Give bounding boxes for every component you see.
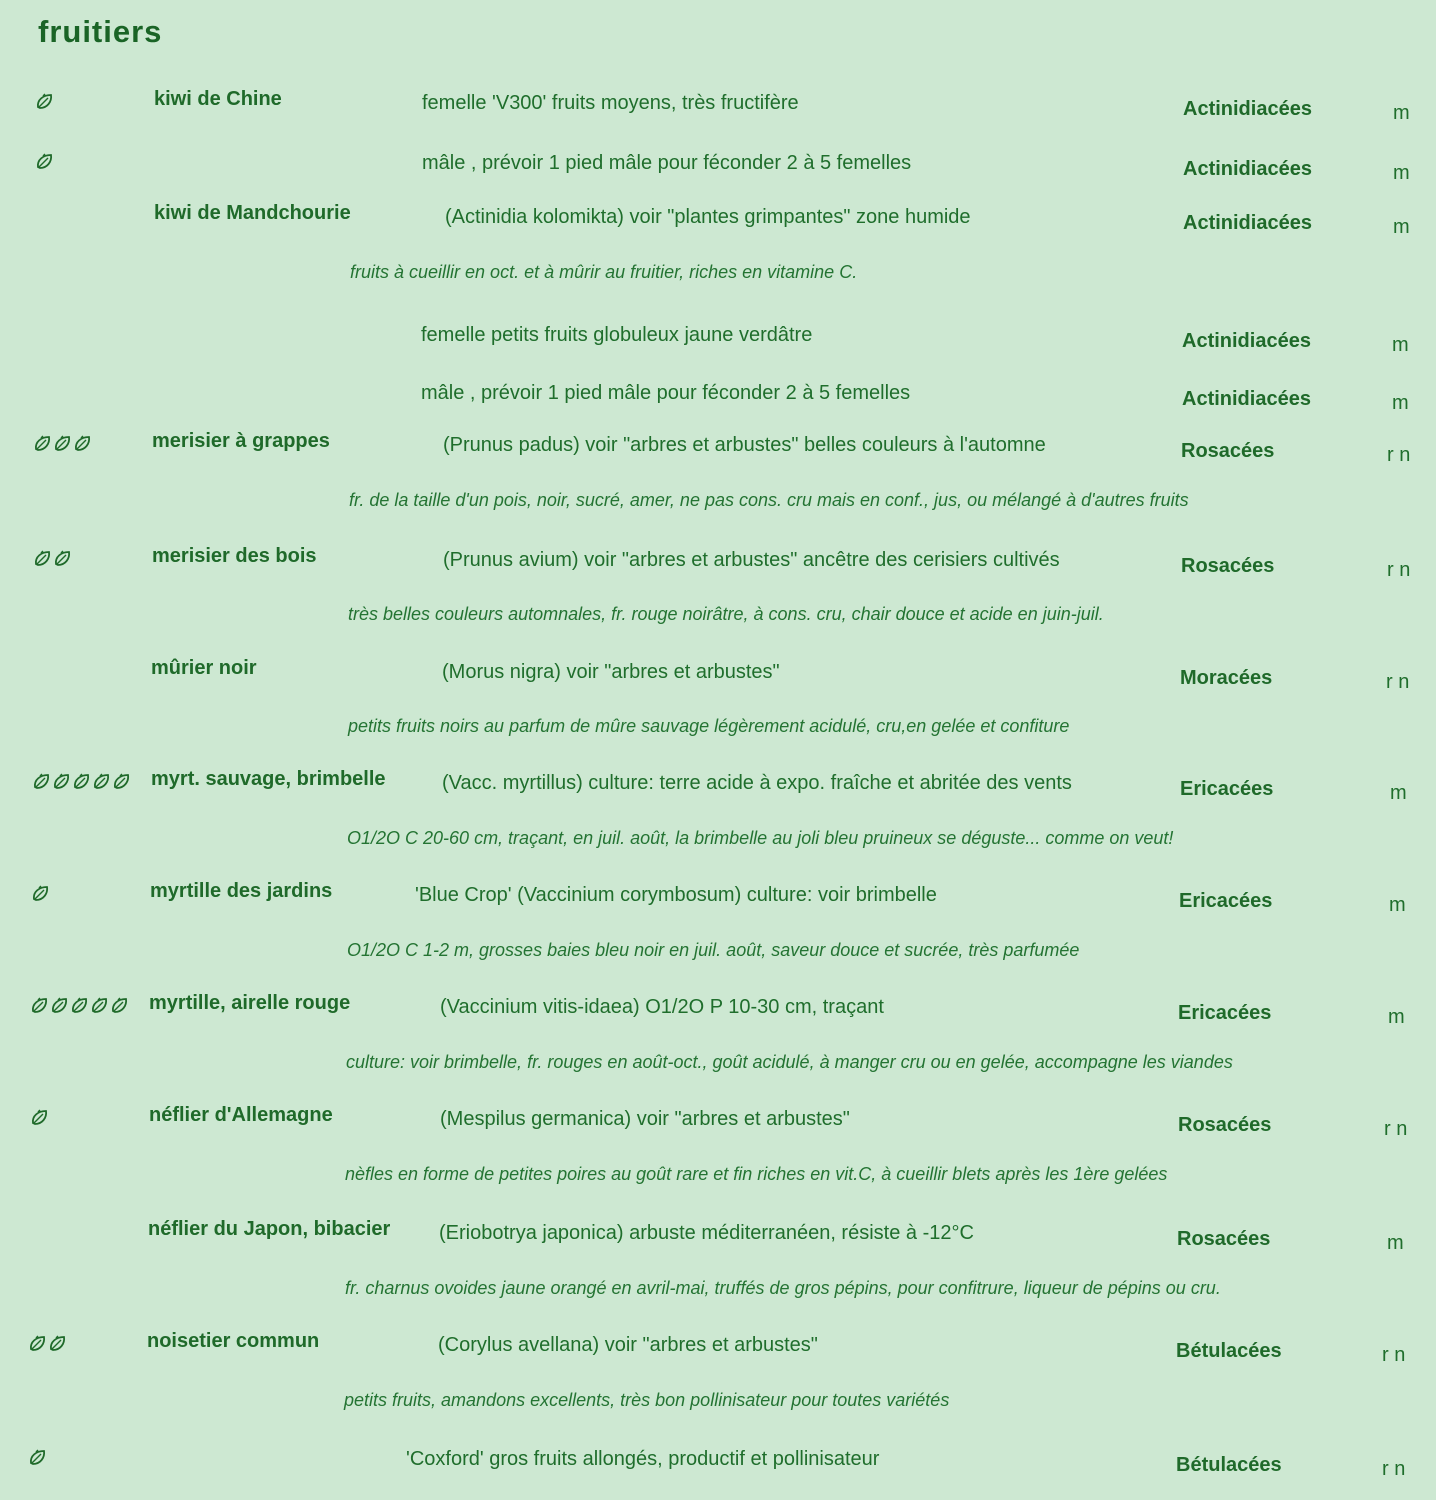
plant-family: Actinidiacées bbox=[1182, 388, 1311, 410]
plant-code: m bbox=[1388, 1006, 1405, 1028]
plant-description: (Mespilus germanica) voir "arbres et arbustes" bbox=[440, 1108, 850, 1130]
rating-icons bbox=[28, 1334, 68, 1354]
rating-icons bbox=[35, 92, 55, 112]
row-note: petits fruits noirs au parfum de mûre sauvage légèrement acidulé, cru,en gelée et confiture bbox=[348, 716, 1070, 736]
plant-family: Rosacées bbox=[1178, 1114, 1272, 1136]
plant-family: Actinidiacées bbox=[1183, 158, 1312, 180]
rating-icons bbox=[33, 434, 93, 454]
leaf-icon bbox=[92, 772, 112, 792]
plant-family: Ericacées bbox=[1178, 1002, 1272, 1024]
plant-code: m bbox=[1392, 334, 1409, 356]
plant-description: 'Coxford' gros fruits allongés, productif et pollinisateur bbox=[406, 1448, 880, 1470]
plant-code: m bbox=[1392, 392, 1409, 414]
plant-name: mûrier noir bbox=[151, 657, 257, 679]
leaf-icon bbox=[112, 772, 132, 792]
plant-code: r n bbox=[1382, 1344, 1406, 1366]
leaf-icon bbox=[35, 92, 55, 112]
plant-family: Bétulacées bbox=[1176, 1454, 1282, 1476]
plant-code: m bbox=[1393, 102, 1410, 124]
plant-family: Rosacées bbox=[1181, 440, 1275, 462]
row-note: O1/2O C 1-2 m, grosses baies bleu noir en juil. août, saveur douce et sucrée, très parfumée bbox=[347, 940, 1080, 960]
row-note: culture: voir brimbelle, fr. rouges en août-oct., goût acidulé, à manger cru ou en gelée, accompagne les viandes bbox=[346, 1052, 1233, 1072]
leaf-icon bbox=[70, 996, 90, 1016]
rating-icons bbox=[30, 1108, 50, 1128]
leaf-icon bbox=[48, 1334, 68, 1354]
plant-family: Ericacées bbox=[1180, 778, 1274, 800]
plant-code: m bbox=[1393, 162, 1410, 184]
leaf-icon bbox=[33, 549, 53, 569]
plant-family: Actinidiacées bbox=[1183, 212, 1312, 234]
plant-name: kiwi de Chine bbox=[154, 88, 282, 110]
row-note: fr. charnus ovoides jaune orangé en avril-mai, truffés de gros pépins, pour confitrure, liqueur de pépins ou cru. bbox=[345, 1278, 1221, 1298]
plant-name: kiwi de Mandchourie bbox=[154, 202, 351, 224]
plant-description: (Vaccinium vitis-idaea) O1/2O P 10-30 cm, traçant bbox=[440, 996, 884, 1018]
plant-family: Actinidiacées bbox=[1183, 98, 1312, 120]
row-note: petits fruits, amandons excellents, très bon pollinisateur pour toutes variétés bbox=[344, 1390, 950, 1410]
plant-name: noisetier commun bbox=[147, 1330, 320, 1352]
leaf-icon bbox=[28, 1334, 48, 1354]
plant-description: (Actinidia kolomikta) voir "plantes grimpantes" zone humide bbox=[445, 206, 971, 228]
plant-name: myrt. sauvage, brimbelle bbox=[151, 768, 386, 790]
rating-icons bbox=[31, 884, 51, 904]
plant-code: m bbox=[1390, 782, 1407, 804]
plant-name: néflier du Japon, bibacier bbox=[148, 1218, 391, 1240]
plant-code: m bbox=[1387, 1232, 1404, 1254]
row-note: fruits à cueillir en oct. et à mûrir au fruitier, riches en vitamine C. bbox=[350, 262, 858, 282]
leaf-icon bbox=[30, 996, 50, 1016]
leaf-icon bbox=[72, 772, 92, 792]
leaf-icon bbox=[32, 772, 52, 792]
leaf-icon bbox=[53, 549, 73, 569]
plant-name: myrtille, airelle rouge bbox=[149, 992, 351, 1014]
plant-description: (Corylus avellana) voir "arbres et arbustes" bbox=[438, 1334, 818, 1356]
plant-description: femelle petits fruits globuleux jaune verdâtre bbox=[421, 324, 813, 346]
plant-code: m bbox=[1389, 894, 1406, 916]
leaf-icon bbox=[35, 152, 55, 172]
row-note: nèfles en forme de petites poires au goût rare et fin riches en vit.C, à cueillir blets après les 1ère gelées bbox=[345, 1164, 1168, 1184]
plant-code: m bbox=[1393, 216, 1410, 238]
rating-icons bbox=[30, 996, 130, 1016]
leaf-icon bbox=[53, 434, 73, 454]
plant-code: r n bbox=[1386, 671, 1410, 693]
plant-description: (Vacc. myrtillus) culture: terre acide à expo. fraîche et abritée des vents bbox=[442, 772, 1072, 794]
plant-family: Rosacées bbox=[1177, 1228, 1271, 1250]
plant-description: (Eriobotrya japonica) arbuste méditerranéen, résiste à -12°C bbox=[439, 1222, 974, 1244]
leaf-icon bbox=[33, 434, 53, 454]
plant-code: r n bbox=[1387, 559, 1411, 581]
row-note: O1/2O C 20-60 cm, traçant, en juil. août, la brimbelle au joli bleu pruineux se déguste... comme on veut! bbox=[347, 828, 1174, 848]
plant-name: myrtille des jardins bbox=[150, 880, 333, 902]
rating-icons bbox=[33, 549, 73, 569]
plant-name: néflier d'Allemagne bbox=[149, 1104, 333, 1126]
rating-icons bbox=[32, 772, 132, 792]
plant-description: (Morus nigra) voir "arbres et arbustes" bbox=[442, 661, 780, 683]
plant-family: Bétulacées bbox=[1176, 1340, 1282, 1362]
plant-code: r n bbox=[1387, 444, 1411, 466]
leaf-icon bbox=[31, 884, 51, 904]
row-note: très belles couleurs automnales, fr. rouge noirâtre, à cons. cru, chair douce et acide en juin-juil. bbox=[348, 604, 1104, 624]
plant-description: 'Blue Crop' (Vaccinium corymbosum) culture: voir brimbelle bbox=[415, 884, 937, 906]
leaf-icon bbox=[73, 434, 93, 454]
plant-family: Rosacées bbox=[1181, 555, 1275, 577]
plant-description: (Prunus padus) voir "arbres et arbustes" belles couleurs à l'automne bbox=[443, 434, 1046, 456]
rating-icons bbox=[28, 1448, 48, 1468]
plant-family: Moracées bbox=[1180, 667, 1273, 689]
plant-family: Actinidiacées bbox=[1182, 330, 1311, 352]
plant-name: merisier à grappes bbox=[152, 430, 330, 452]
plant-code: r n bbox=[1382, 1458, 1406, 1480]
leaf-icon bbox=[52, 772, 72, 792]
leaf-icon bbox=[110, 996, 130, 1016]
plant-name: merisier des bois bbox=[152, 545, 317, 567]
leaf-icon bbox=[30, 1108, 50, 1128]
plant-description: mâle , prévoir 1 pied mâle pour féconder 2 à 5 femelles bbox=[421, 382, 911, 404]
leaf-icon bbox=[28, 1448, 48, 1468]
plant-family: Ericacées bbox=[1179, 890, 1273, 912]
leaf-icon bbox=[50, 996, 70, 1016]
plant-description: mâle , prévoir 1 pied mâle pour féconder 2 à 5 femelles bbox=[422, 152, 912, 174]
section-title: fruitiers bbox=[38, 14, 163, 49]
leaf-icon bbox=[90, 996, 110, 1016]
plant-description: (Prunus avium) voir "arbres et arbustes" ancêtre des cerisiers cultivés bbox=[443, 549, 1060, 571]
plant-description: femelle 'V300' fruits moyens, très fructifère bbox=[422, 92, 799, 114]
row-note: fr. de la taille d'un pois, noir, sucré, amer, ne pas cons. cru mais en conf., jus, ou mélangé à d'autres fruits bbox=[349, 490, 1189, 510]
rating-icons bbox=[35, 152, 55, 172]
plant-code: r n bbox=[1384, 1118, 1408, 1140]
